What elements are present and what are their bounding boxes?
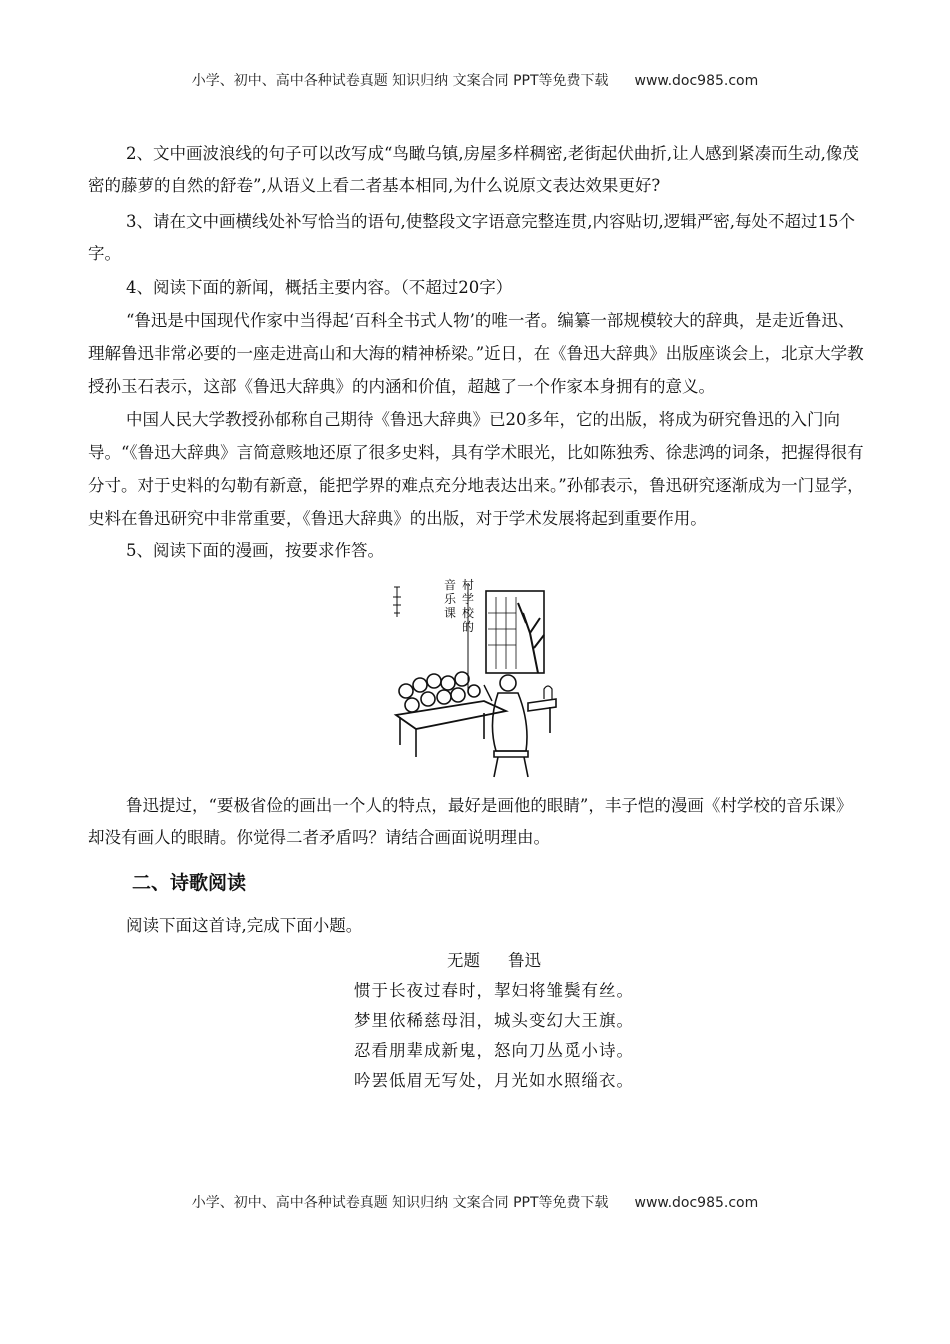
poem-author: 鲁迅 — [508, 951, 541, 970]
poem-line-2: 梦里依稀慈母泪，城头变幻大王旗。 — [354, 1011, 634, 1030]
comic-caption-char: 的 — [462, 620, 475, 634]
comic-caption-char: 课 — [444, 606, 457, 620]
header-text: 小学、初中、高中各种试卷真题 知识归纳 文案合同 PPT等免费下载 — [191, 73, 609, 89]
section-2-intro: 阅读下面这首诗,完成下面小题。 — [126, 916, 363, 935]
comic-caption-char: 校 — [462, 606, 475, 620]
page-footer — [0, 1192, 950, 1212]
poem-title: 无题 — [447, 951, 480, 970]
question-4: 4、阅读下面的新闻，概括主要内容。（不超过20字） — [126, 278, 513, 297]
page-content — [88, 138, 864, 1096]
comic-signature — [393, 587, 401, 617]
comic-question: 鲁迅提过，“要极省俭的画出一个人的特点，最好是画他的眼睛”，丰子恺的漫画《村学校的音乐课》却没有画人的眼睛。你觉得二者矛盾吗？请结合画面说明理由。 — [88, 796, 853, 847]
news-paragraph-2: 中国人民大学教授孙郁称自己期待《鲁迅大辞典》已20多年，它的出版，将成为研究鲁迅的入门向导。“《鲁迅大辞典》言简意赅地还原了很多史料，具有学术眼光，比如陈独秀、徐悲鸿的词条，把握得很有分寸。对于史料的勾勒有新意，能把学界的难点充分地表达出来。”孙郁表示，鲁迅研究逐渐成为一门显学，史料在鲁迅研究中非常重要，《鲁迅大辞典》的出版，对于学术发展将起到重要作用。 — [88, 410, 864, 528]
news-paragraph-1: “鲁迅是中国现代作家中当得起‘百科全书式人物’的唯一者。编纂一部规模较大的辞典，是走近鲁迅、理解鲁迅非常必要的一座走进高山和大海的精神桥梁。”近日，在《鲁迅大辞典》出版座谈会上，北京大学教授孙玉石表示，这部《鲁迅大辞典》的内涵和价值，超越了一个作家本身拥有的意义。 — [88, 311, 864, 396]
footer-text: 小学、初中、高中各种试卷真题 知识归纳 文案合同 PPT等免费下载 — [191, 1195, 609, 1211]
section-2-title: 二、诗歌阅读 — [132, 872, 247, 894]
question-5: 5、阅读下面的漫画，按要求作答。 — [126, 541, 384, 560]
comic-caption-char: 学 — [462, 592, 475, 606]
poem-heading — [124, 946, 864, 976]
question-2: 2、文中画波浪线的句子可以改写成“鸟瞰乌镇,房屋多样稠密,老街起伏曲折,让人感到紧凑而生动,像茂密的藤萝的自然的舒卷”,从语义上看二者基本相同,为什么说原文表达效果更好? — [88, 144, 859, 195]
comic-caption-char: 村 — [462, 578, 475, 592]
comic-teacher — [500, 675, 516, 691]
page-header — [0, 70, 950, 90]
poem-line-3: 忍看朋辈成新鬼，怒向刀丛觅小诗。 — [354, 1041, 634, 1060]
question-3: 3、请在文中画横线处补写恰当的语句,使整段文字语意完整连贯,内容贴切,逻辑严密,每处不超过15个字。 — [88, 212, 855, 263]
poem-line-1: 惯于长夜过春时，挈妇将雏鬓有丝。 — [354, 981, 634, 1000]
footer-url[interactable]: www.doc985.com — [634, 1195, 759, 1211]
comic-illustration — [388, 573, 558, 778]
comic-caption-char: 音 — [444, 578, 457, 592]
poem-line-4: 吟罢低眉无写处，月光如水照缁衣。 — [354, 1071, 634, 1090]
header-url[interactable]: www.doc985.com — [634, 73, 759, 89]
comic-caption-char: 乐 — [444, 592, 457, 606]
